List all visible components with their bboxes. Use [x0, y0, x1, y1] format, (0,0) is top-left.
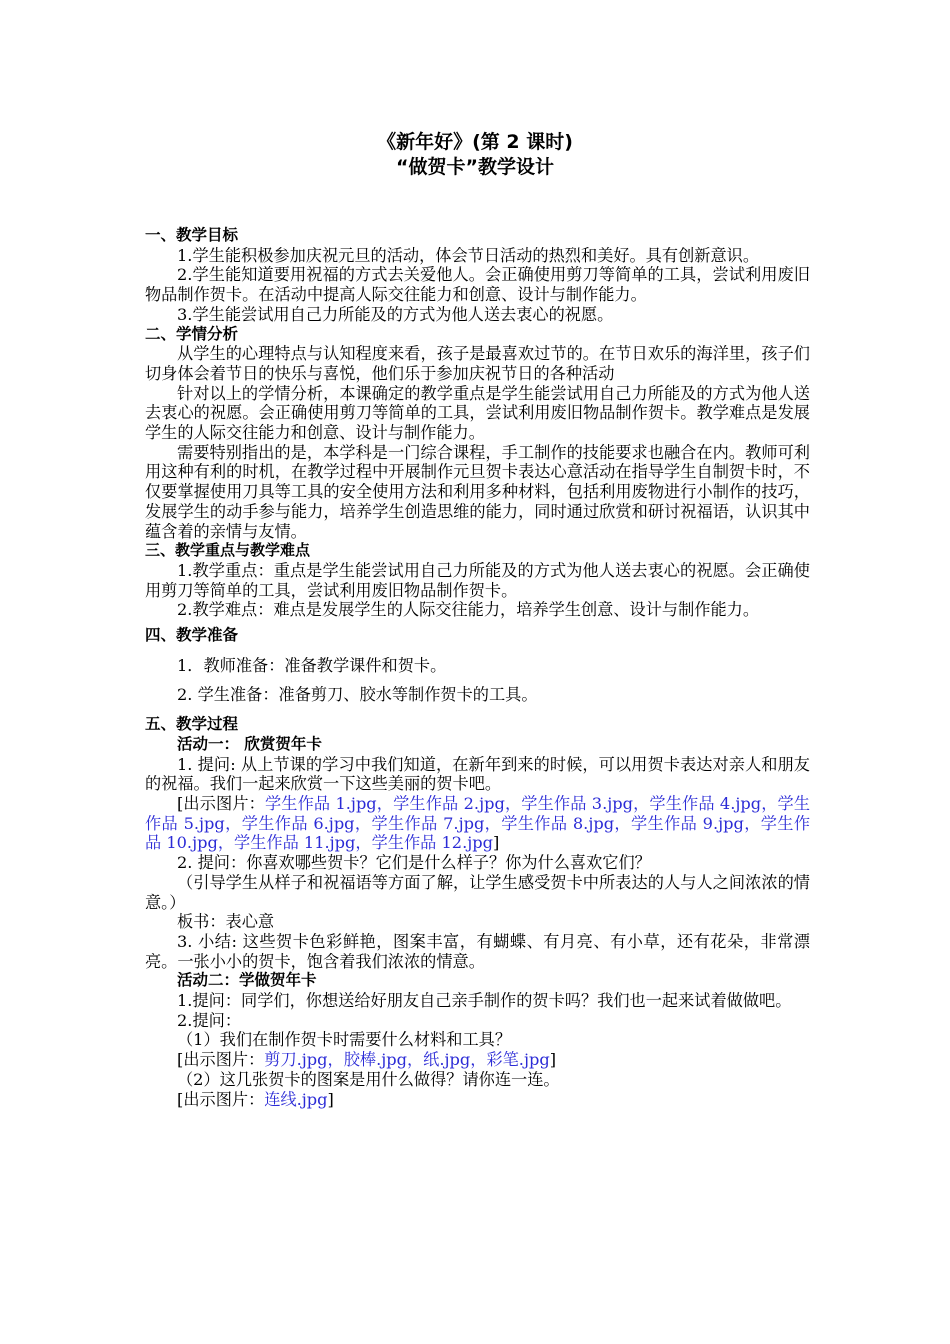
- activity-heading: 活动一： 欣赏贺年卡: [177, 734, 322, 753]
- image-link[interactable]: 学生作品 12.jpg: [371, 833, 493, 853]
- document-title: 《新年好》(第 2 课时): [377, 131, 573, 153]
- separator: ，: [470, 1050, 487, 1070]
- image-link[interactable]: 学生作品 1.jpg: [264, 793, 377, 813]
- paragraph: 从学生的心理特点与认知程度来看，孩子是最喜欢过节的。在节日欢乐的海洋里，孩子们切身体会着节日的快乐与喜悦，他们乐于参加庆祝节日的各种活动: [145, 344, 810, 383]
- image-link[interactable]: 学生作品 10.jpg: [145, 813, 811, 853]
- paragraph: 1.教学重点：重点是学生能尝试用自己力所能及的方式为他人送去衷心的祝愿。会正确使用剪刀等简单的工具，尝试利用废旧物品制作贺卡。: [145, 560, 810, 600]
- separator: ，: [632, 793, 650, 813]
- paragraph: （引导学生从样子和祝福语等方面了解，让学生感受贺卡中所表达的人与人之间浓浓的情意。）: [145, 872, 810, 912]
- image-link[interactable]: 纸.jpg: [423, 1050, 471, 1070]
- separator: ，: [376, 793, 394, 813]
- activity-heading: 活动二：学做贺年卡: [177, 971, 317, 990]
- section-heading-preparation: 四、教学准备: [145, 626, 239, 645]
- separator: ，: [327, 1050, 344, 1070]
- image-reference-list: [出示图片：连线.jpg]: [177, 1089, 334, 1109]
- paragraph: 2. 学生准备：准备剪刀、胶水等制作贺卡的工具。: [177, 685, 538, 705]
- separator: ，: [217, 833, 235, 853]
- image-link[interactable]: 连线.jpg: [264, 1089, 328, 1109]
- paragraph: 板书：表心意: [177, 912, 275, 932]
- section-heading-process: 五、教学过程: [145, 715, 239, 734]
- image-link[interactable]: 学生作品 4.jpg: [649, 793, 762, 813]
- image-link[interactable]: 剪刀.jpg: [264, 1050, 328, 1070]
- image-link[interactable]: 彩笔.jpg: [486, 1050, 550, 1070]
- image-link[interactable]: 学生作品 6.jpg: [241, 813, 355, 833]
- section-heading-focus: 三、教学重点与教学难点: [145, 541, 311, 560]
- paragraph: 2.学生能知道要用祝福的方式去关爱他人。会正确使用剪刀等简单的工具，尝试利用废旧物品制作贺卡。在活动中提高人际交往能力和创意、设计与制作能力。: [145, 265, 810, 305]
- paragraph: 3.学生能尝试用自己力所能及的方式为他人送去衷心的祝愿。: [177, 304, 614, 324]
- paragraph: 1. 提问: 从上节课的学习中我们知道，在新年到来的时候，可以用贺卡表达对亲人和朋友的祝福。我们一起来欣赏一下这些美丽的贺卡吧。: [145, 754, 810, 794]
- image-link[interactable]: 学生作品 9.jpg: [630, 813, 744, 833]
- image-link[interactable]: 胶棒.jpg: [343, 1050, 407, 1070]
- separator: ，: [406, 1050, 424, 1070]
- separator: ，: [224, 813, 242, 833]
- image-reference-list: [出示图片：剪刀.jpg，胶棒.jpg，纸.jpg，彩笔.jpg]: [177, 1050, 557, 1070]
- paragraph: 2. 提问：你喜欢哪些贺卡？它们是什么样子？你为什么喜欢它们？: [177, 853, 651, 873]
- separator: ，: [614, 813, 631, 833]
- image-link[interactable]: 学生作品 2.jpg: [393, 793, 505, 813]
- paragraph: 需要特别指出的是，本学科是一门综合课程，手工制作的技能要求也融合在内。教师可利用这种有利的时机，在教学过程中开展制作元旦贺卡表达心意活动在指导学生自制贺卡时，不仅要掌握使用刀具等工具的安全使用方法和利用多种材料，包括利用废物进行小制作的技巧，发展学生的动手参与能力，培养学生创造思维的能力，同时通过欣赏和研讨祝福语，认识其中蕴含着的亲情与友情。: [145, 442, 810, 541]
- document-body: [145, 226, 810, 1109]
- image-link[interactable]: 学生作品 7.jpg: [371, 813, 485, 833]
- paragraph: 针对以上的学情分析，本课确定的教学重点是学生能尝试用自己力所能及的方式为他人送去衷心的祝愿。会正确使用剪刀等简单的工具，尝试利用废旧物品制作贺卡。教学难点是发展学生的人际交往能力和创意、设计与制作能力。: [145, 383, 810, 443]
- paragraph: 2.提问：: [177, 1010, 242, 1030]
- separator: ，: [355, 833, 372, 853]
- separator: ，: [743, 813, 761, 833]
- image-reference-list: [出示图片：学生作品 1.jpg，学生作品 2.jpg，学生作品 3.jpg，学生作品 4.jpg，学生作品 5.jpg，学生作品 6.jpg，学生作品 7.jpg，学生作品 8.jpg，学生作品 9.jpg，学生作品 10.jpg，学生作品 11.jpg，学生作品 12.jpg]: [145, 793, 811, 853]
- image-link[interactable]: 学生作品 5.jpg: [145, 793, 811, 833]
- paragraph: 1.提问：同学们，你想送给好朋友自己亲手制作的贺卡吗？我们也一起来试着做做吧。: [177, 991, 792, 1011]
- section-heading-goals: 一、教学目标: [145, 226, 239, 244]
- section-heading-analysis: 二、学情分析: [145, 324, 239, 343]
- separator: ，: [761, 793, 778, 813]
- image-link[interactable]: 学生作品 11.jpg: [234, 833, 356, 853]
- paragraph: （1）我们在制作贺卡时需要什么材料和工具？: [177, 1030, 512, 1050]
- separator: ，: [504, 793, 522, 813]
- paragraph: 1.学生能积极参加庆祝元旦的活动，体会节日活动的热烈和美好。具有创新意识。: [177, 245, 760, 265]
- document-subtitle: “做贺卡”教学设计: [396, 156, 554, 178]
- paragraph: 3. 小结: 这些贺卡色彩鲜艳，图案丰富，有蝴蝶、有月亮、有小草，还有花朵，非常漂亮。一张小小的贺卡，饱含着我们浓浓的情意。: [145, 931, 810, 971]
- image-link[interactable]: 学生作品 8.jpg: [501, 813, 615, 833]
- separator: ，: [354, 813, 372, 833]
- separator: ，: [484, 813, 502, 833]
- image-link[interactable]: 学生作品 3.jpg: [521, 793, 633, 813]
- paragraph: 2.教学难点：难点是发展学生的人际交往能力，培养学生创意、设计与制作能力。: [177, 600, 760, 620]
- paragraph: 1．教师准备：准备教学课件和贺卡。: [177, 655, 447, 675]
- paragraph: （2）这几张贺卡的图案是用什么做得？请你连一连。: [177, 1069, 560, 1089]
